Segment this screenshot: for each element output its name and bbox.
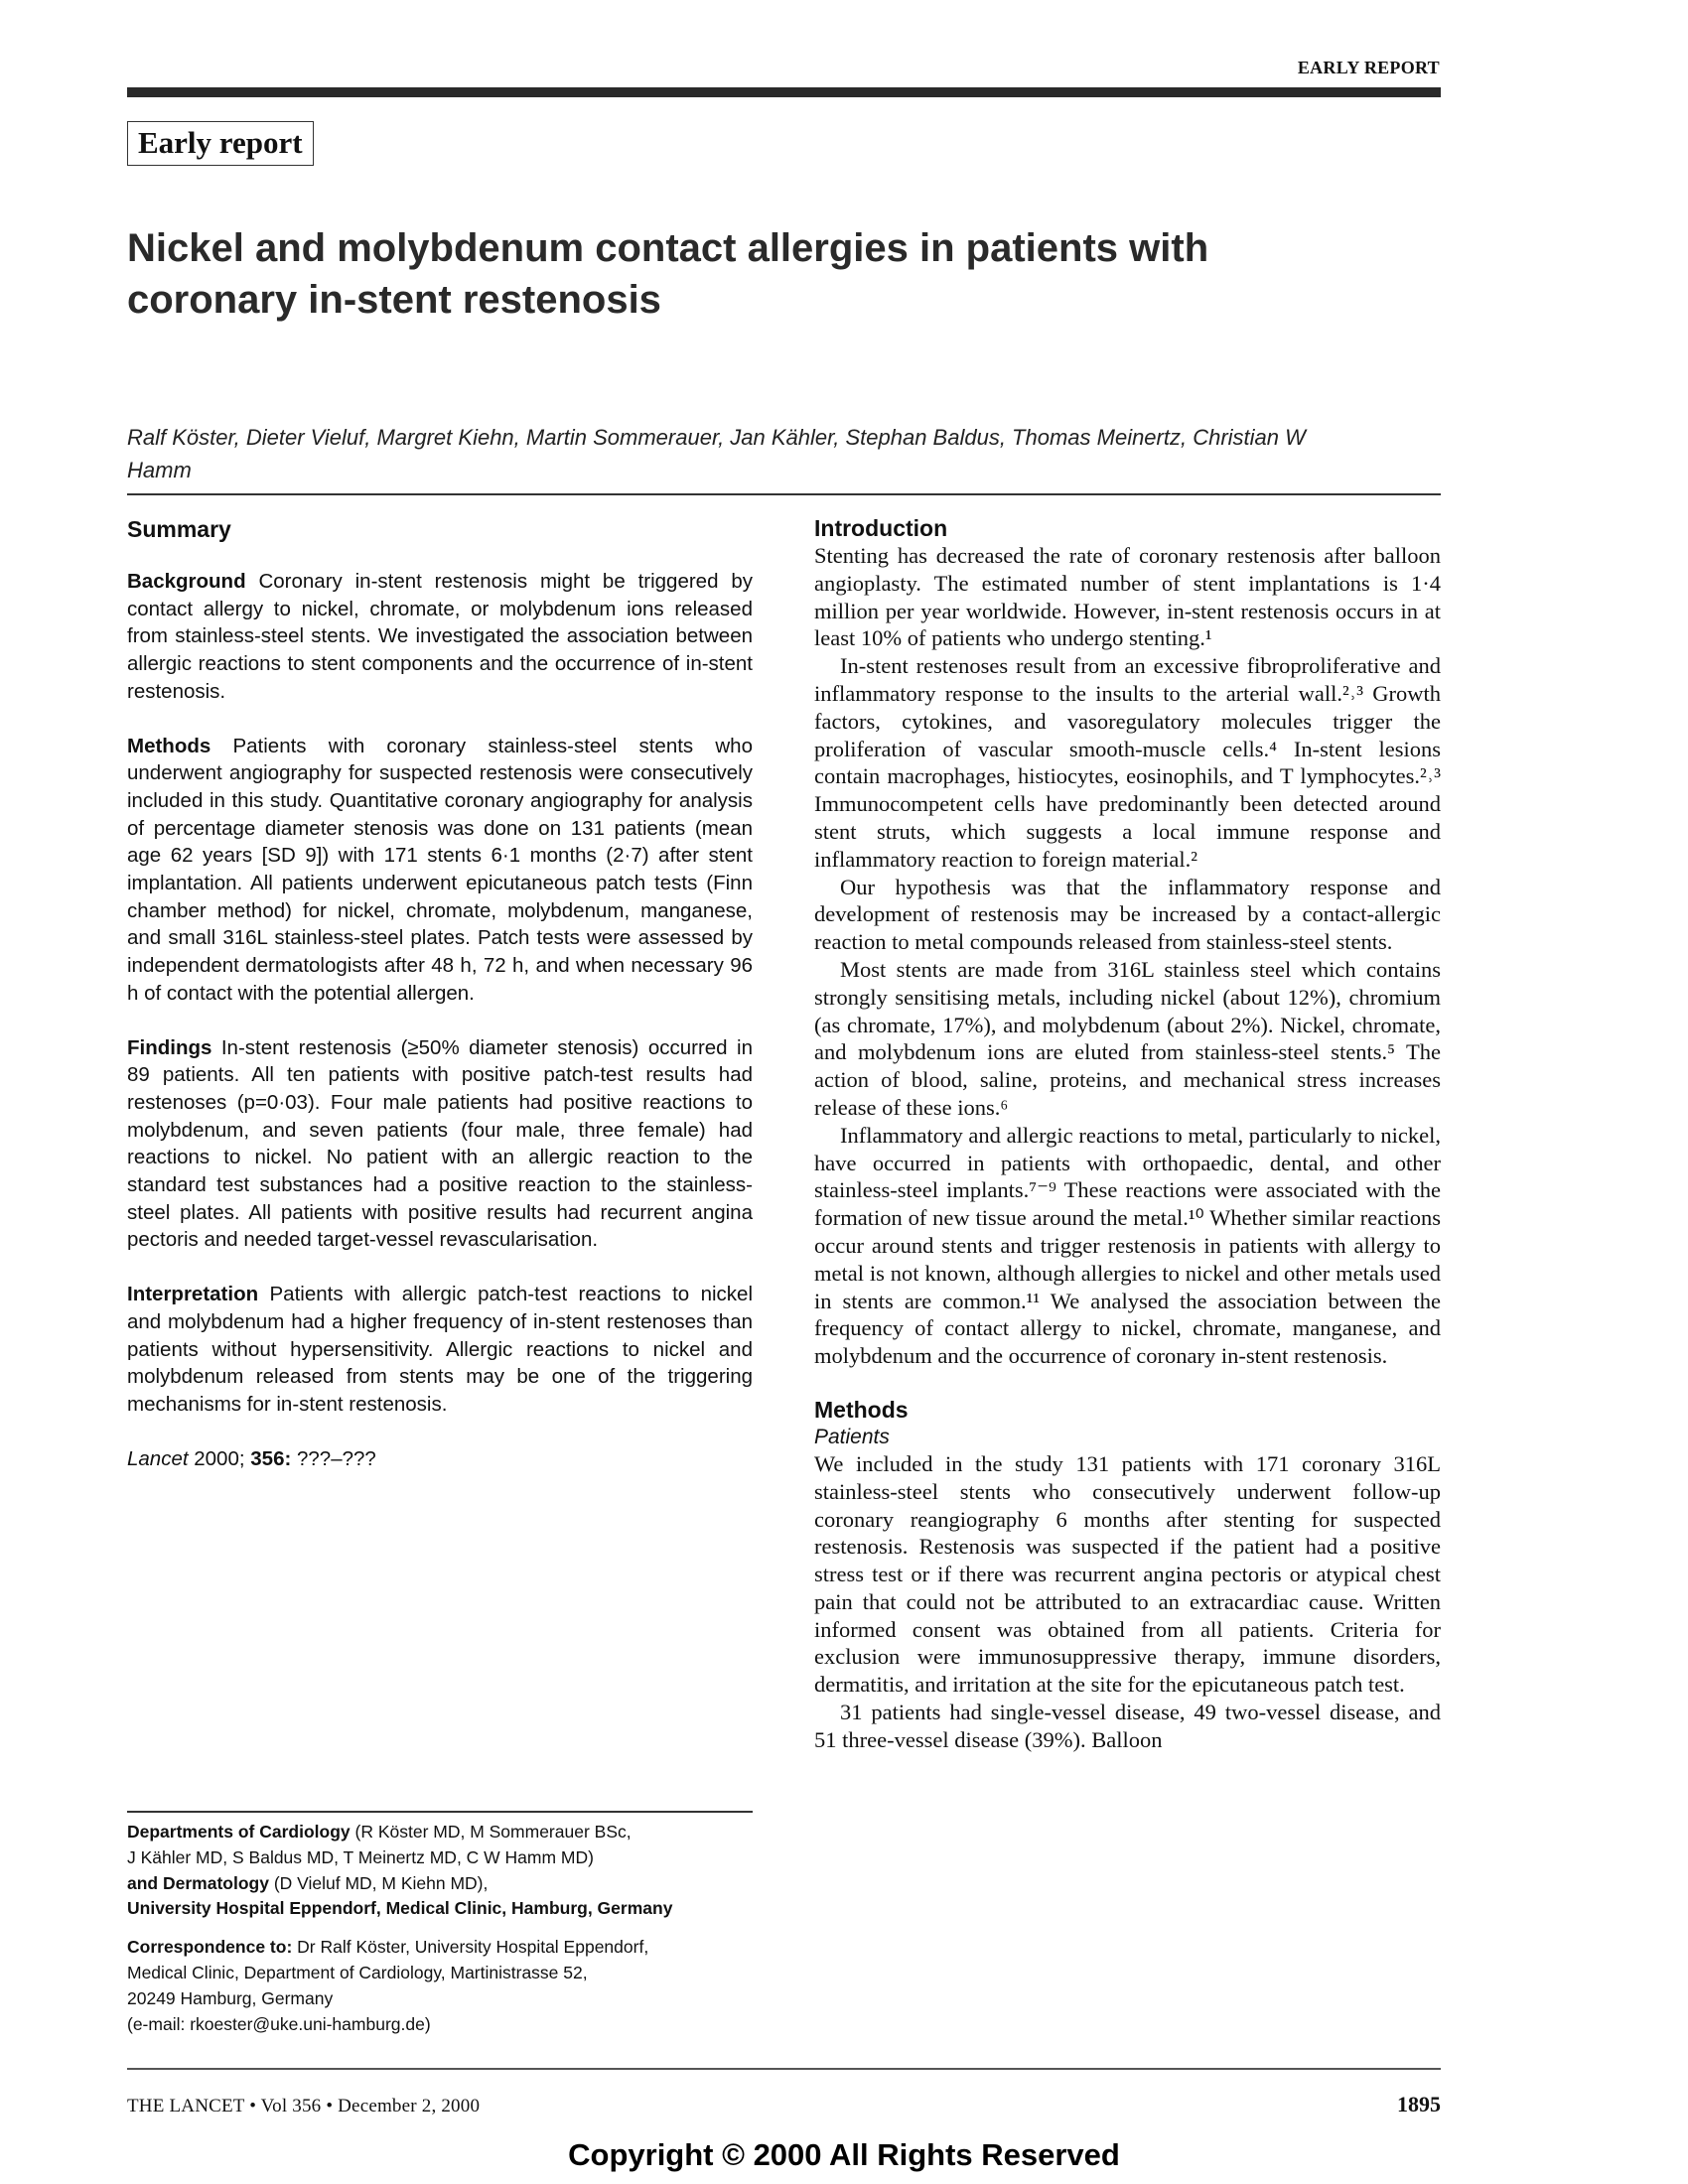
correspondence-line-2: Medical Clinic, Department of Cardiology, Martinistrasse 52, [127,1962,588,1982]
citation-year: 2000; [188,1446,251,1470]
intro-paragraph-1: Stenting has decreased the rate of coronary restenosis after balloon angioplasty. The estimated number of stent implantations is 1·4 million per year worldwide. However, in-stent restenosis occurs in at least 10% of patients who undergo stenting.¹ [814,543,1441,651]
institution: University Hospital Eppendorf, Medical Clinic, Hamburg, Germany [127,1898,673,1919]
intro-paragraph-3: Our hypothesis was that the inflammatory response and development of restenosis may be increased by a contact-allergic reaction to metal compounds released from stainless-steel stents. [814,874,1441,955]
author-rule [127,493,1441,495]
intro-paragraph-5: Inflammatory and allergic reactions to metal, particularly to nickel, have occurred in patients with orthopaedic, dental, and other stainless-steel implants.⁷⁻⁹ These reactions were associated with the formation of new tissue around the metal.¹⁰ Whether similar reactions occur around stents and trigger restenosis in patients with allergy to metal is not known, although allergies to nickel and other metals used in stents are common.¹¹ We analysed the association between the frequency of contact allergy to nickel, chromate, manganese, and molybdenum and the occurrence of coronary in-stent restenosis. [814,1122,1441,1369]
cardiology-people-2: J Kähler MD, S Baldus MD, T Meinertz MD, C W Hamm MD) [127,1846,594,1867]
affiliations [127,1820,753,2037]
findings-text: In-stent restenosis (≥50% diameter stenosis) occurred in 89 patients. All ten patients with positive patch-test results had restenoses (p=0·03). Four male patients had positive reactions to molybdenum, and seven patients (four male, three female) had reactions to nickel. No patient with an allergic reaction to the standard test substances had a positive reaction to the stainless-steel plates. All patients with positive results had recurrent angina pectoris and needed target-vessel revascularisation. [127,1035,753,1252]
correspondence-line-1: Dr Ralf Köster, University Hospital Eppendorf, [292,1937,649,1958]
section-label: EARLY REPORT [1297,58,1440,77]
findings-label: Findings [127,1035,212,1059]
body-column [814,514,1441,1754]
header-rule [127,87,1441,97]
article-type-box: Early report [127,121,314,166]
correspondence-email: (e-mail: rkoester@uke.uni-hamburg.de) [127,2013,431,2034]
citation-volume: 356: [250,1446,292,1470]
methods-text: Patients with coronary stainless-steel stents who underwent angiography for suspected restenosis were consecutively included in this study. Quantitative coronary angiography for analysis of percentage diameter stenosis was done on 131 patients (mean age 62 years [SD 9]) with 171 stents 6·1 months (2·7) after stent implantation. All patients underwent epicutaneous patch tests (Finn chamber method) for nickel, chromate, molybdenum, manganese, and small 316L stainless-steel plates. Patch tests were assessed by independent dermatologists after 48 h, 72 h, and when necessary 96 h of contact with the potential allergen. [127,734,753,1005]
dept-cardiology: Departments of Cardiology [127,1822,351,1842]
dermatology-people: (D Vieluf MD, M Kiehn MD), [268,1872,489,1893]
cardiology-people-1: (R Köster MD, M Sommerauer BSc, [350,1822,632,1842]
background-text: Coronary in-stent restenosis might be triggered by contact allergy to nickel, chromate, or molybdenum ions released from stainless-steel stents. We investigated the association between allergic reactions to stent components and the occurrence of in-stent restenosis. [127,570,753,703]
patients-subheading: Patients [814,1425,890,1448]
summary-methods [127,733,753,1008]
intro-paragraph-2: In-stent restenoses result from an excessive fibroproliferative and inflammatory response to the insults to the arterial wall.²˒³ Growth factors, cytokines, and vasoregulatory molecules trigger the proliferation of vascular smooth-muscle cells.⁴ In-stent lesions contain macrophages, histiocytes, eosinophils, and T lymphocytes.²˒³ Immunocompetent cells have predominantly been detected around stent struts, which suggests a local immune response and inflammatory reaction to foreign material.² [814,653,1441,872]
citation-pages: ???–??? [291,1446,376,1470]
methods-label: Methods [127,734,211,757]
author-list: Ralf Köster, Dieter Vieluf, Margret Kiehn, Martin Sommerauer, Jan Kähler, Stephan Baldus, Thomas Meinertz, Christian W Hamm [127,425,1306,482]
correspondence-label: Correspondence to: [127,1937,293,1958]
introduction-heading: Introduction [814,515,948,541]
intro-paragraph-4: Most stents are made from 316L stainless steel which contains strongly sensitising metals, including nickel (about 12%), chromium (as chromate, 17%), and molybdenum (about 2%). Nickel, chromate, and molybdenum ions are eluted from stainless-steel stents.⁵ The action of blood, saline, proteins, and mechanical stress increases release of these ions.⁶ [814,956,1441,1120]
citation-journal: Lancet [127,1446,189,1470]
summary-column [127,514,753,1473]
dept-dermatology: and Dermatology [127,1872,269,1893]
affiliation-rule [127,1811,753,1813]
methods-heading: Methods [814,1396,909,1423]
page-number: 1895 [1397,2092,1441,2116]
correspondence-line-3: 20249 Hamburg, Germany [127,1987,334,2008]
copyright-notice: Copyright © 2000 All Rights Reserved [568,2137,1120,2172]
article-title: Nickel and molybdenum contact allergies in patients with coronary in-stent restenosis [127,226,1209,322]
summary-background [127,568,753,706]
interpretation-text: Patients with allergic patch-test reactions to nickel and molybdenum had a higher frequency of in-stent restenoses than patients without hypersensitivity. Allergic reactions to nickel and molybdenum released from stents may be one of the triggering mechanisms for in-stent restenosis. [127,1283,753,1416]
summary-interpretation [127,1281,753,1419]
journal-line: THE LANCET • Vol 356 • December 2, 2000 [127,2096,481,2116]
background-label: Background [127,570,246,593]
methods-paragraph-1: We included in the study 131 patients with 171 coronary 316L stainless-steel stents who consecutively underwent follow-up coronary reangiography 6 months after stenting for suspected restenosis. Restenosis was suspected if the patient had a positive stress test or if there was recurrent angina pectoris or atypical chest pain that could not be attributed to an extracardiac cause. Written informed consent was obtained from all patients. Criteria for exclusion were immunosuppressive therapy, immune disorders, dermatitis, and irritation at the site for the epicutaneous patch test. [814,1450,1441,1698]
summary-heading: Summary [127,516,231,542]
interpretation-label: Interpretation [127,1283,259,1306]
footer-rule [127,2068,1441,2070]
methods-paragraph-2: 31 patients had single-vessel disease, 49 two-vessel disease, and 51 three-vessel disease (39%). Balloon [814,1700,1441,1752]
summary-findings [127,1034,753,1255]
citation [127,1445,753,1473]
